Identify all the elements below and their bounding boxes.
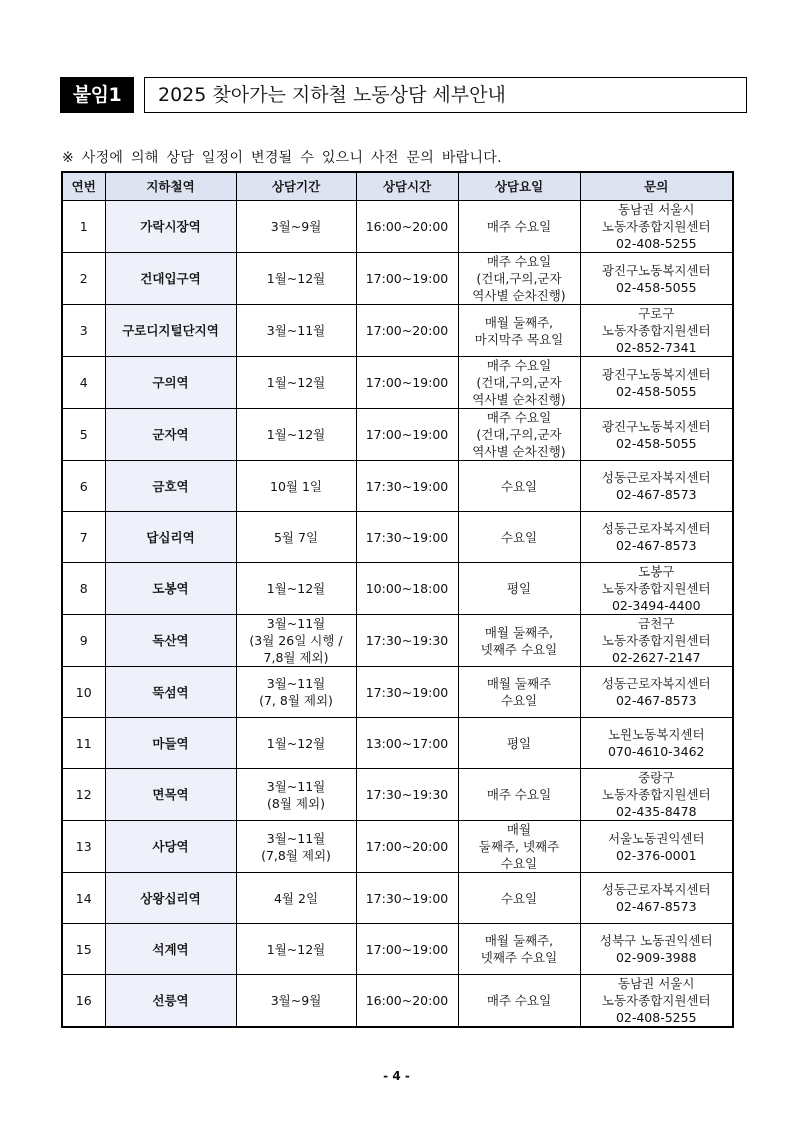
cell-period: 3월~11월 (7,8월 제외)	[236, 821, 356, 873]
cell-period: 1월~12월	[236, 924, 356, 975]
cell-day: 수요일	[458, 461, 580, 512]
table-header-row	[62, 172, 733, 201]
cell-period: 10월 1일	[236, 461, 356, 512]
table-row	[62, 357, 733, 409]
cell-period: 3월~11월 (8월 제외)	[236, 769, 356, 821]
cell-day: 매주 수요일 (건대,구의,군자 역사별 순차진행)	[458, 357, 580, 409]
col-header-station: 지하철역	[105, 172, 236, 201]
cell-day: 평일	[458, 563, 580, 615]
cell-contact: 광진구노동복지센터 02-458-5055	[580, 409, 733, 461]
cell-contact: 금천구 노동자종합지원센터 02-2627-2147	[580, 615, 733, 667]
cell-day: 매월 둘째주, 넷째주 수요일	[458, 821, 580, 873]
cell-day: 수요일	[458, 873, 580, 924]
cell-day: 매월 둘째주 수요일	[458, 667, 580, 718]
cell-contact: 성동근로자복지센터 02-467-8573	[580, 512, 733, 563]
cell-period: 4월 2일	[236, 873, 356, 924]
table-row	[62, 305, 733, 357]
cell-contact: 성북구 노동권익센터 02-909-3988	[580, 924, 733, 975]
cell-contact: 광진구노동복지센터 02-458-5055	[580, 357, 733, 409]
cell-period: 1월~12월	[236, 563, 356, 615]
cell-period: 3월~11월 (3월 26일 시행 / 7,8월 제외)	[236, 615, 356, 667]
cell-no: 3	[62, 305, 105, 357]
col-header-no: 연번	[62, 172, 105, 201]
document-header	[60, 77, 747, 113]
cell-period: 1월~12월	[236, 253, 356, 305]
table-row	[62, 821, 733, 873]
cell-no: 4	[62, 357, 105, 409]
cell-period: 1월~12월	[236, 409, 356, 461]
cell-day: 매주 수요일 (건대,구의,군자 역사별 순차진행)	[458, 253, 580, 305]
cell-contact: 성동근로자복지센터 02-467-8573	[580, 461, 733, 512]
table-row	[62, 512, 733, 563]
cell-no: 6	[62, 461, 105, 512]
cell-contact: 동남권 서울시 노동자종합지원센터 02-408-5255	[580, 975, 733, 1028]
cell-time: 17:00~20:00	[356, 821, 458, 873]
cell-station: 뚝섬역	[105, 667, 236, 718]
cell-period: 1월~12월	[236, 718, 356, 769]
page-number: - 4 -	[383, 1069, 410, 1083]
cell-day: 매주 수요일	[458, 769, 580, 821]
table-row	[62, 563, 733, 615]
cell-no: 9	[62, 615, 105, 667]
cell-station: 건대입구역	[105, 253, 236, 305]
table-row	[62, 975, 733, 1028]
cell-contact: 중랑구 노동자종합지원센터 02-435-8478	[580, 769, 733, 821]
cell-time: 17:30~19:00	[356, 667, 458, 718]
cell-no: 5	[62, 409, 105, 461]
cell-station: 독산역	[105, 615, 236, 667]
cell-time: 17:00~19:00	[356, 924, 458, 975]
cell-no: 15	[62, 924, 105, 975]
cell-no: 16	[62, 975, 105, 1028]
cell-period: 1월~12월	[236, 357, 356, 409]
cell-no: 8	[62, 563, 105, 615]
table-row	[62, 924, 733, 975]
cell-time: 17:00~20:00	[356, 305, 458, 357]
cell-station: 구의역	[105, 357, 236, 409]
col-header-day: 상담요일	[458, 172, 580, 201]
cell-no: 12	[62, 769, 105, 821]
cell-station: 사당역	[105, 821, 236, 873]
cell-time: 17:30~19:30	[356, 769, 458, 821]
cell-station: 석계역	[105, 924, 236, 975]
col-header-period: 상담기간	[236, 172, 356, 201]
cell-contact: 구로구 노동자종합지원센터 02-852-7341	[580, 305, 733, 357]
cell-contact: 광진구노동복지센터 02-458-5055	[580, 253, 733, 305]
table-row	[62, 409, 733, 461]
cell-station: 가락시장역	[105, 201, 236, 253]
cell-time: 17:30~19:00	[356, 461, 458, 512]
cell-contact: 노원노동복지센터 070-4610-3462	[580, 718, 733, 769]
cell-time: 10:00~18:00	[356, 563, 458, 615]
col-header-time: 상담시간	[356, 172, 458, 201]
cell-no: 2	[62, 253, 105, 305]
table-row	[62, 461, 733, 512]
cell-day: 매주 수요일 (건대,구의,군자 역사별 순차진행)	[458, 409, 580, 461]
cell-day: 매월 둘째주, 넷째주 수요일	[458, 924, 580, 975]
cell-time: 16:00~20:00	[356, 201, 458, 253]
cell-day: 매월 둘째주, 넷째주 수요일	[458, 615, 580, 667]
cell-period: 5월 7일	[236, 512, 356, 563]
cell-station: 면목역	[105, 769, 236, 821]
cell-contact: 성동근로자복지센터 02-467-8573	[580, 667, 733, 718]
document-title: 2025 찾아가는 지하철 노동상담 세부안내	[144, 77, 747, 113]
schedule-notice: ※ 사정에 의해 상담 일정이 변경될 수 있으니 사전 문의 바랍니다.	[62, 150, 502, 166]
cell-day: 매주 수요일	[458, 201, 580, 253]
cell-station: 금호역	[105, 461, 236, 512]
table-body	[62, 201, 733, 1028]
cell-station: 도봉역	[105, 563, 236, 615]
table-row	[62, 769, 733, 821]
cell-no: 13	[62, 821, 105, 873]
cell-period: 3월~9월	[236, 975, 356, 1028]
cell-period: 3월~11월 (7, 8월 제외)	[236, 667, 356, 718]
cell-time: 16:00~20:00	[356, 975, 458, 1028]
cell-no: 14	[62, 873, 105, 924]
attachment-badge: 붙임1	[60, 77, 134, 113]
cell-day: 매월 둘째주, 마지막주 목요일	[458, 305, 580, 357]
cell-time: 17:00~19:00	[356, 253, 458, 305]
table-row	[62, 201, 733, 253]
table-row	[62, 615, 733, 667]
cell-no: 10	[62, 667, 105, 718]
table-row	[62, 718, 733, 769]
cell-station: 답십리역	[105, 512, 236, 563]
cell-no: 1	[62, 201, 105, 253]
cell-station: 구로디지털단지역	[105, 305, 236, 357]
cell-contact: 서울노동권익센터 02-376-0001	[580, 821, 733, 873]
table-row	[62, 253, 733, 305]
cell-time: 17:30~19:00	[356, 873, 458, 924]
cell-station: 선릉역	[105, 975, 236, 1028]
cell-period: 3월~9월	[236, 201, 356, 253]
table-row	[62, 667, 733, 718]
cell-day: 평일	[458, 718, 580, 769]
cell-time: 17:30~19:00	[356, 512, 458, 563]
cell-contact: 성동근로자복지센터 02-467-8573	[580, 873, 733, 924]
table-row	[62, 873, 733, 924]
counseling-schedule-table	[61, 171, 734, 1028]
cell-contact: 동남권 서울시 노동자종합지원센터 02-408-5255	[580, 201, 733, 253]
cell-contact: 도봉구 노동자종합지원센터 02-3494-4400	[580, 563, 733, 615]
cell-no: 7	[62, 512, 105, 563]
cell-period: 3월~11월	[236, 305, 356, 357]
cell-day: 매주 수요일	[458, 975, 580, 1028]
cell-station: 마들역	[105, 718, 236, 769]
cell-time: 17:00~19:00	[356, 357, 458, 409]
cell-time: 17:00~19:00	[356, 409, 458, 461]
cell-day: 수요일	[458, 512, 580, 563]
cell-time: 17:30~19:30	[356, 615, 458, 667]
cell-time: 13:00~17:00	[356, 718, 458, 769]
cell-station: 군자역	[105, 409, 236, 461]
cell-station: 상왕십리역	[105, 873, 236, 924]
col-header-contact: 문의	[580, 172, 733, 201]
cell-no: 11	[62, 718, 105, 769]
